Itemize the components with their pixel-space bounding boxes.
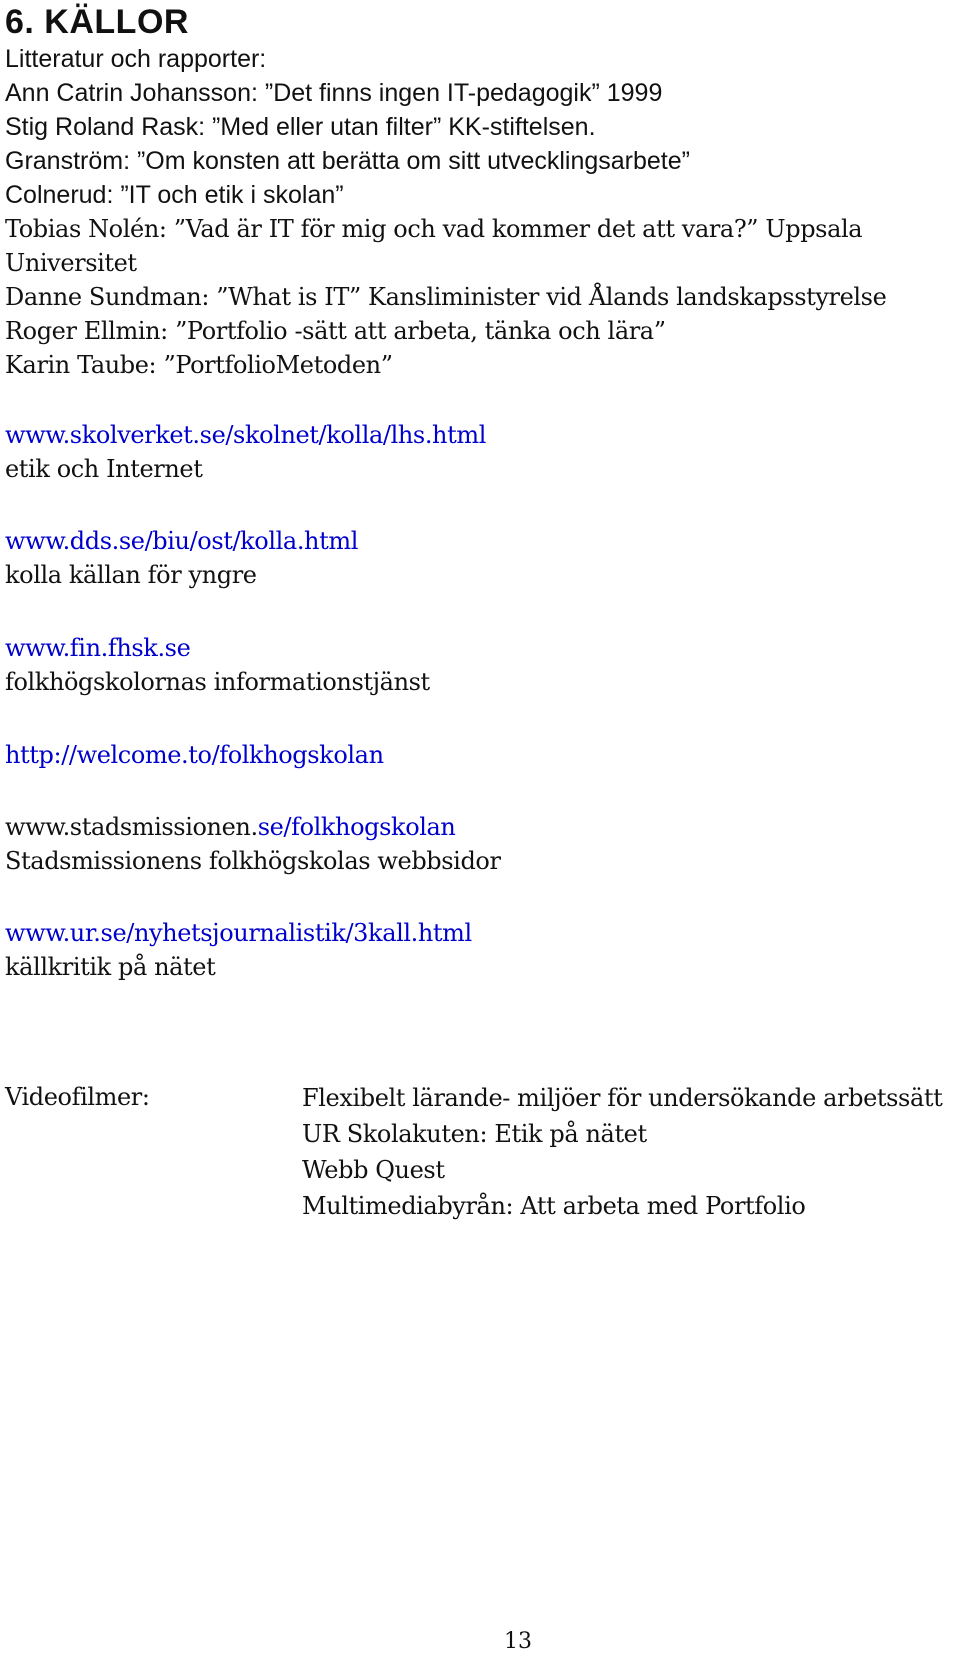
literature-item: Karin Taube: ”PortfolioMetoden”: [5, 351, 393, 379]
web-source-description: källkritik på nätet: [5, 953, 216, 981]
web-source-link[interactable]: www.fin.fhsk.se: [5, 634, 191, 662]
web-source-url: [5, 810, 455, 844]
web-source-description: folkhögskolornas informationstjänst: [5, 668, 430, 696]
videos-label: Videofilmer:: [5, 1083, 150, 1111]
video-list: [302, 1080, 942, 1224]
literature-item: Ann Catrin Johansson: ”Det finns ingen IT-pedagogik” 1999: [5, 79, 663, 107]
web-source-link[interactable]: www.dds.se/biu/ost/kolla.html: [5, 527, 358, 555]
literature-item: Granström: ”Om konsten att berätta om sitt utvecklingsarbete”: [5, 147, 690, 175]
web-source-link[interactable]: www.skolverket.se/skolnet/kolla/lhs.html: [5, 421, 486, 449]
web-source-link[interactable]: http://welcome.to/folkhogskolan: [5, 741, 384, 769]
literature-item: Roger Ellmin: ”Portfolio -sätt att arbeta, tänka och lära”: [5, 317, 666, 345]
video-item: Multimediabyrån: Att arbeta med Portfolio: [302, 1192, 806, 1220]
video-item: Flexibelt lärande- miljöer för undersökande arbetssätt: [302, 1084, 943, 1112]
web-source-description: kolla källan för yngre: [5, 561, 257, 589]
literature-item: Danne Sundman: ”What is IT” Kansliminister vid Ålands landskapsstyrelse: [5, 283, 887, 311]
literature-item: Stig Roland Rask: ”Med eller utan filter” KK-stiftelsen.: [5, 113, 596, 141]
web-source-link[interactable]: www.ur.se/nyhetsjournalistik/3kall.html: [5, 919, 472, 947]
document-page: [5, 0, 955, 1663]
web-source-description: etik och Internet: [5, 455, 203, 483]
web-source-link[interactable]: se/folkhogskolan: [257, 813, 456, 841]
video-item: UR Skolakuten: Etik på nätet: [302, 1120, 647, 1148]
section-heading: 6. KÄLLOR: [5, 3, 189, 41]
literature-header: Litteratur och rapporter:: [5, 45, 267, 73]
literature-item: Universitet: [5, 249, 137, 277]
video-item: Webb Quest: [302, 1156, 445, 1184]
web-source-url-plain: www.stadsmissionen.: [5, 813, 258, 841]
web-source-description: Stadsmissionens folkhögskolas webbsidor: [5, 847, 501, 875]
literature-item: Colnerud: ”IT och etik i skolan”: [5, 181, 344, 209]
literature-item: Tobias Nolén: ”Vad är IT för mig och vad kommer det att vara?” Uppsala: [5, 215, 863, 243]
page-number: 13: [504, 1629, 532, 1654]
